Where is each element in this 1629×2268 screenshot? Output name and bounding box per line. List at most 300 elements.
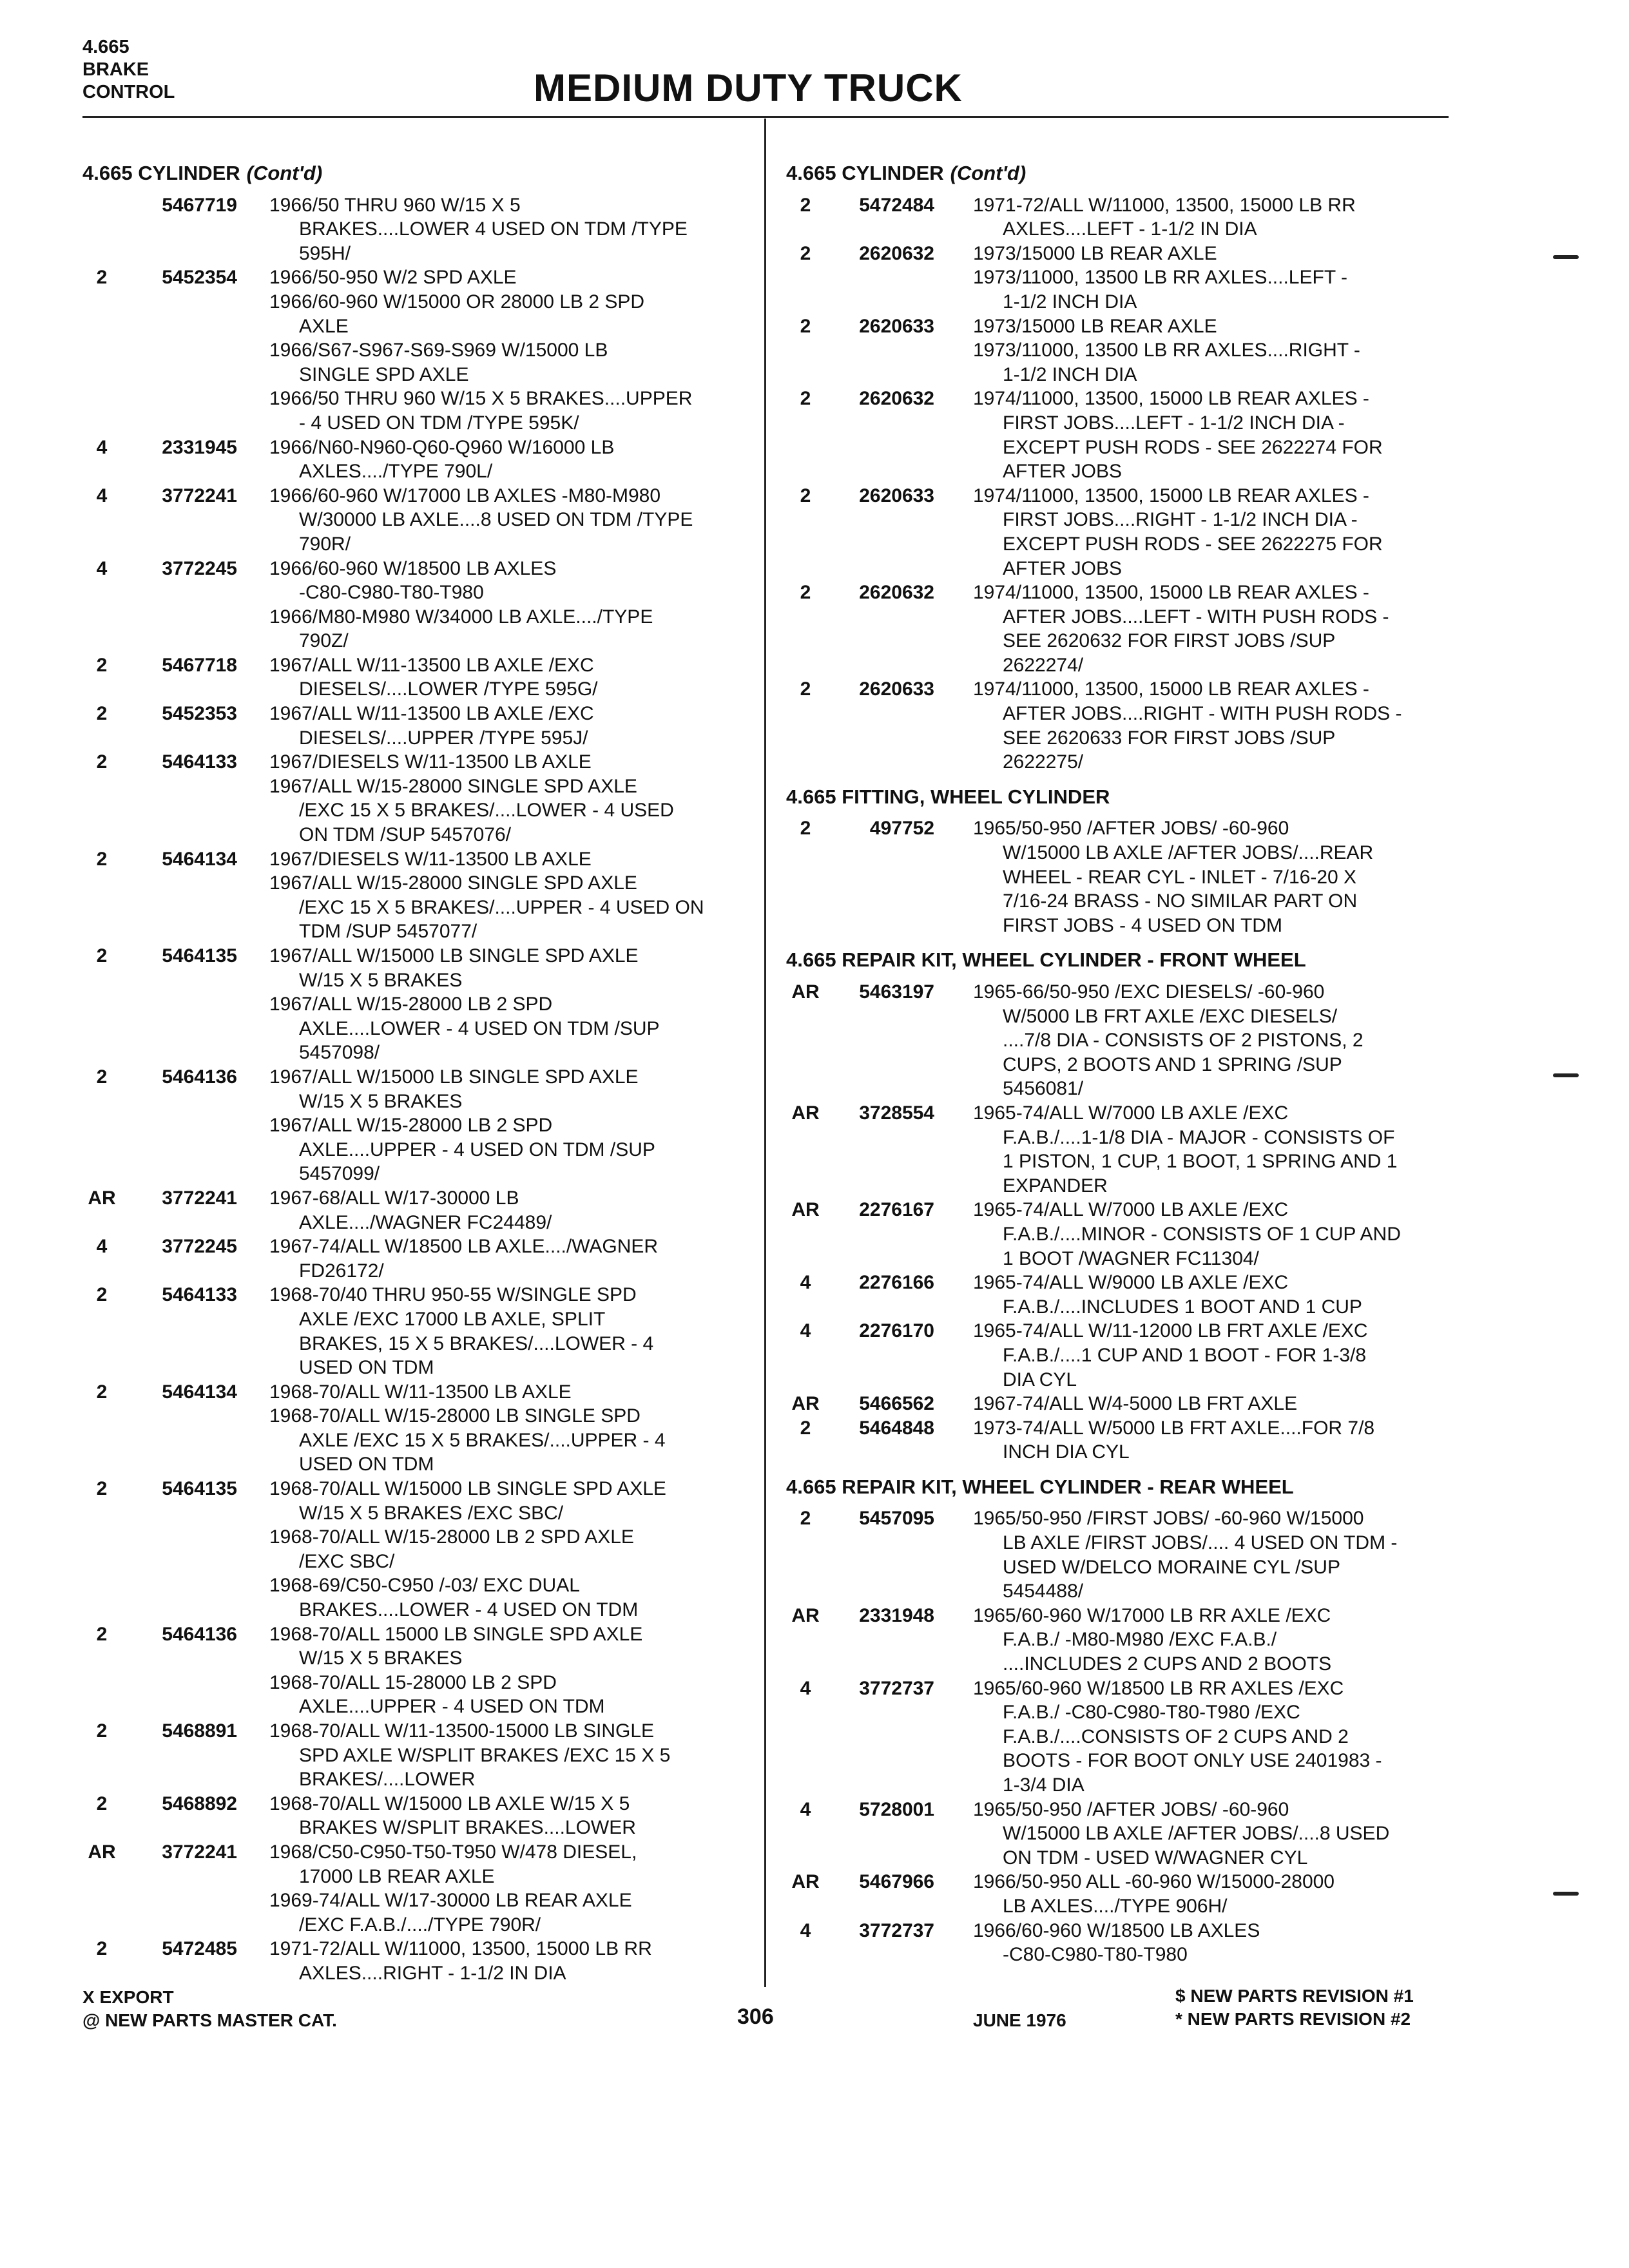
part-number: 5468892: [162, 1792, 237, 1814]
quantity: 2: [96, 703, 108, 725]
section-heading: [786, 161, 1456, 186]
description: [973, 581, 1456, 677]
parts-entry: [786, 1870, 1456, 1918]
description-line: 5454488/: [1003, 1581, 1084, 1602]
description: [269, 265, 753, 435]
part-number: 5467966: [859, 1871, 934, 1893]
description-line: 1966/60-960 W/18500 LB AXLES: [973, 1919, 1260, 1941]
quantity: 2: [800, 388, 811, 410]
description: [973, 1506, 1456, 1603]
quantity: 2: [96, 1284, 108, 1306]
description: [269, 1937, 753, 1985]
description-line: 1965/60-960 W/18500 LB RR AXLES /EXC: [973, 1677, 1344, 1699]
description-line: AXLE....UPPER - 4 USED ON TDM: [299, 1696, 605, 1718]
description: [269, 193, 753, 266]
description-line: 1967-68/ALL W/17-30000 LB: [269, 1187, 519, 1209]
part-number: 5464133: [162, 1284, 237, 1306]
parts-entry: [786, 1677, 1456, 1798]
parts-entry: [82, 1065, 753, 1186]
description-line: -C80-C980-T80-T980: [299, 582, 484, 604]
part-number: 5464848: [859, 1417, 934, 1439]
description-line: 1966/S67-S967-S69-S969 W/15000 LB: [269, 340, 608, 361]
description: [269, 557, 753, 653]
description-line: TDM /SUP 5457077/: [299, 921, 477, 943]
page-number: 306: [737, 2004, 774, 2029]
description-line: 1971-72/ALL W/11000, 13500, 15000 LB RR: [269, 1938, 652, 1960]
description: [269, 1380, 753, 1477]
quantity: AR: [88, 1187, 116, 1209]
part-number: 2620633: [859, 678, 934, 700]
quantity: AR: [791, 1604, 820, 1626]
description-line: 1965/50-950 /AFTER JOBS/ -60-960: [973, 1798, 1289, 1820]
part-number: 5467719: [162, 194, 237, 216]
description: [973, 1604, 1456, 1677]
part-number: 497752: [869, 818, 934, 840]
description-line: 1968-70/ALL W/11-13500-15000 LB SINGLE: [269, 1720, 655, 1742]
description-line: CUPS, 2 BOOTS AND 1 SPRING /SUP: [1003, 1053, 1342, 1075]
description-line: ON TDM /SUP 5457076/: [299, 824, 512, 846]
description-line: EXCEPT PUSH RODS - SEE 2622274 FOR: [1003, 436, 1383, 458]
part-number: 2620632: [859, 242, 934, 264]
part-number: 3772737: [859, 1919, 934, 1941]
description-line: 595H/: [299, 242, 351, 264]
description-line: AFTER JOBS: [1003, 557, 1123, 579]
description: [973, 1798, 1456, 1870]
description-line: 5456081/: [1003, 1078, 1084, 1100]
part-number: 5472485: [162, 1938, 237, 1960]
description-line: AXLE..../WAGNER FC24489/: [299, 1211, 552, 1233]
quantity: 2: [96, 1938, 108, 1960]
description-line: SINGLE SPD AXLE: [299, 363, 469, 385]
description-line: 1968-69/C50-C950 /-03/ EXC DUAL: [269, 1575, 580, 1597]
part-number: 3772241: [162, 1187, 237, 1209]
description-line: 1974/11000, 13500, 15000 LB REAR AXLES -: [973, 485, 1369, 506]
quantity: 2: [800, 1417, 811, 1439]
description-line: ON TDM - USED W/WAGNER CYL: [1003, 1847, 1308, 1869]
description-line: 1966/50 THRU 960 W/15 X 5 BRAKES....UPPER: [269, 388, 693, 410]
description-line: FD26172/: [299, 1260, 384, 1282]
description-line: AFTER JOBS....LEFT - WITH PUSH RODS -: [1003, 606, 1389, 628]
column-divider: [764, 119, 766, 1987]
description: [973, 1416, 1456, 1465]
footer-revision-1: $ NEW PARTS REVISION #1: [1175, 1986, 1414, 2006]
description-line: F.A.B./....CONSISTS OF 2 CUPS AND 2: [1003, 1725, 1349, 1747]
parts-entry: [82, 265, 753, 435]
quantity: 2: [96, 945, 108, 966]
description-line: 1967/ALL W/15-28000 LB 2 SPD: [269, 994, 553, 1015]
section-heading-suffix: (Cont'd): [950, 162, 1027, 184]
footer-legend-master-cat: @ NEW PARTS MASTER CAT.: [82, 2010, 337, 2030]
part-number: 5468891: [162, 1720, 237, 1742]
description-line: BRAKES/....LOWER: [299, 1769, 476, 1791]
parts-entry: [786, 980, 1456, 1101]
description: [973, 980, 1456, 1101]
parts-entry: [82, 484, 753, 557]
section-heading-text: 4.665 REPAIR KIT, WHEEL CYLINDER - FRONT WHEEL: [786, 948, 1306, 972]
description-line: 1965-66/50-950 /EXC DIESELS/ -60-960: [973, 981, 1325, 1003]
description: [973, 1271, 1456, 1319]
part-number: 2331945: [162, 436, 237, 458]
section-heading-text: 4.665 CYLINDER: [786, 162, 944, 184]
description-line: 1967/ALL W/15-28000 SINGLE SPD AXLE: [269, 775, 637, 797]
description-line: BRAKES W/SPLIT BRAKES....LOWER: [299, 1817, 636, 1839]
description: [973, 387, 1456, 483]
quantity: 2: [800, 582, 811, 604]
description: [269, 1792, 753, 1840]
description-line: 1973-74/ALL W/5000 LB FRT AXLE....FOR 7/8: [973, 1417, 1375, 1439]
description: [269, 1622, 753, 1719]
description: [269, 436, 753, 484]
description-line: USED ON TDM: [299, 1357, 434, 1379]
description: [269, 702, 753, 750]
description-line: 1967/DIESELS W/11-13500 LB AXLE: [269, 848, 592, 870]
part-number: 2276170: [859, 1320, 934, 1342]
parts-entry: [82, 1622, 753, 1719]
description: [973, 193, 1456, 242]
description: [269, 1065, 753, 1186]
description-line: 1968-70/ALL 15-28000 LB 2 SPD: [269, 1671, 557, 1693]
description-line: 1973/15000 LB REAR AXLE: [973, 315, 1217, 337]
quantity: 4: [96, 485, 108, 506]
description-line: ....7/8 DIA - CONSISTS OF 2 PISTONS, 2: [1003, 1030, 1364, 1052]
parts-entry: [82, 1186, 753, 1235]
margin-tick: [1553, 1892, 1579, 1896]
quantity: 4: [96, 436, 108, 458]
description-line: 1968-70/ALL W/15000 LB AXLE W/15 X 5: [269, 1792, 630, 1814]
quantity: 2: [800, 678, 811, 700]
description-line: 1967-74/ALL W/18500 LB AXLE..../WAGNER: [269, 1236, 659, 1258]
description-line: 1968-70/ALL 15000 LB SINGLE SPD AXLE: [269, 1623, 643, 1645]
section-heading: [82, 161, 753, 186]
description-line: 1965/50-950 /FIRST JOBS/ -60-960 W/15000: [973, 1508, 1364, 1530]
description-line: F.A.B./ -M80-M980 /EXC F.A.B./: [1003, 1629, 1277, 1651]
parts-entry: [786, 387, 1456, 483]
description-line: 1974/11000, 13500, 15000 LB REAR AXLES -: [973, 678, 1369, 700]
section-code: 4.665: [82, 37, 130, 57]
part-number: 3728554: [859, 1102, 934, 1124]
description-line: 1967/ALL W/15000 LB SINGLE SPD AXLE: [269, 945, 639, 966]
description-line: 1965-74/ALL W/9000 LB AXLE /EXC: [973, 1272, 1289, 1294]
description-line: 1965-74/ALL W/7000 LB AXLE /EXC: [973, 1199, 1289, 1221]
description-line: 17000 LB REAR AXLE: [299, 1865, 495, 1887]
description-line: W/15 X 5 BRAKES: [299, 969, 463, 991]
parts-entry: [82, 557, 753, 653]
description: [269, 750, 753, 847]
description-line: 7/16-24 BRASS - NO SIMILAR PART ON: [1003, 890, 1358, 912]
quantity: AR: [791, 1393, 820, 1415]
quantity: 2: [800, 818, 811, 840]
description: [973, 1198, 1456, 1271]
description-line: 1966/60-960 W/17000 LB AXLES -M80-M980: [269, 485, 661, 506]
description: [973, 1870, 1456, 1918]
description-line: 1974/11000, 13500, 15000 LB REAR AXLES -: [973, 582, 1369, 604]
parts-entry: [786, 677, 1456, 774]
parts-entry: [82, 1477, 753, 1622]
parts-entry: [786, 1416, 1456, 1465]
description-line: 790R/: [299, 533, 351, 555]
description-line: 1966/M80-M980 W/34000 LB AXLE..../TYPE: [269, 606, 653, 628]
section-heading-text: 4.665 CYLINDER: [82, 162, 240, 184]
description-line: 5457099/: [299, 1163, 380, 1185]
description-line: 1966/60-960 W/15000 OR 28000 LB 2 SPD: [269, 291, 645, 312]
description-line: 1965-74/ALL W/11-12000 LB FRT AXLE /EXC: [973, 1320, 1368, 1342]
part-number: 5457095: [859, 1508, 934, 1530]
part-number: 5464136: [162, 1066, 237, 1088]
description-line: 1973/11000, 13500 LB RR AXLES....LEFT -: [973, 267, 1347, 289]
footer-revision-2: * NEW PARTS REVISION #2: [1175, 2009, 1411, 2029]
description: [973, 1319, 1456, 1392]
description-line: SEE 2620632 FOR FIRST JOBS /SUP: [1003, 630, 1336, 652]
parts-entry: [82, 1380, 753, 1477]
quantity: 2: [800, 242, 811, 264]
description-line: BRAKES....LOWER 4 USED ON TDM /TYPE: [299, 218, 688, 240]
description-line: W/15 X 5 BRAKES: [299, 1090, 463, 1112]
description-line: 1971-72/ALL W/11000, 13500, 15000 LB RR: [973, 194, 1356, 216]
description-line: -C80-C980-T80-T980: [1003, 1944, 1188, 1966]
part-number: 5452353: [162, 703, 237, 725]
right-column: [786, 159, 1456, 1967]
description: [973, 314, 1456, 387]
parts-entry: [82, 1937, 753, 1985]
quantity: 2: [96, 1066, 108, 1088]
parts-entry: [786, 1506, 1456, 1603]
parts-entry: [82, 193, 753, 266]
description: [269, 1840, 753, 1937]
part-number: 3772737: [859, 1677, 934, 1699]
quantity: 2: [96, 751, 108, 773]
description-line: 1-1/2 INCH DIA: [1003, 291, 1137, 312]
quantity: 2: [800, 194, 811, 216]
description-line: ....INCLUDES 2 CUPS AND 2 BOOTS: [1003, 1653, 1332, 1675]
description: [269, 944, 753, 1065]
parts-entry: [786, 1798, 1456, 1870]
description-line: SPD AXLE W/SPLIT BRAKES /EXC 15 X 5: [299, 1744, 671, 1766]
description-line: SEE 2620633 FOR FIRST JOBS /SUP: [1003, 727, 1336, 749]
quantity: 2: [96, 1623, 108, 1645]
parts-entry: [786, 1271, 1456, 1319]
description-line: LB AXLES..../TYPE 906H/: [1003, 1895, 1228, 1917]
part-number: 2620633: [859, 315, 934, 337]
description-line: 1967-74/ALL W/4-5000 LB FRT AXLE: [973, 1393, 1298, 1415]
section-heading: [786, 948, 1456, 972]
description: [973, 677, 1456, 774]
description: [973, 1392, 1456, 1416]
description-line: INCH DIA CYL: [1003, 1441, 1130, 1463]
description: [269, 653, 753, 702]
quantity: 4: [800, 1677, 811, 1699]
description-line: 1974/11000, 13500, 15000 LB REAR AXLES -: [973, 388, 1369, 410]
quantity: 4: [800, 1798, 811, 1820]
section-heading: [786, 1475, 1456, 1499]
description-line: USED W/DELCO MORAINE CYL /SUP: [1003, 1556, 1340, 1578]
description-line: 1968-70/40 THRU 950-55 W/SINGLE SPD: [269, 1284, 637, 1306]
quantity: 2: [800, 485, 811, 506]
description-line: FIRST JOBS....LEFT - 1-1/2 INCH DIA -: [1003, 412, 1345, 434]
description-line: AXLE /EXC 15 X 5 BRAKES/....UPPER - 4: [299, 1429, 666, 1451]
description-line: 5457098/: [299, 1042, 380, 1064]
header-rule: [82, 116, 1449, 118]
description-line: /EXC SBC/: [299, 1550, 395, 1572]
description-line: 2622274/: [1003, 654, 1084, 676]
parts-entry: [786, 314, 1456, 387]
description-line: F.A.B./....MINOR - CONSISTS OF 1 CUP AND: [1003, 1223, 1401, 1245]
description-line: AXLE /EXC 17000 LB AXLE, SPLIT: [299, 1308, 606, 1330]
quantity: AR: [791, 981, 820, 1003]
quantity: AR: [88, 1841, 116, 1863]
description-line: /EXC 15 X 5 BRAKES/....LOWER - 4 USED: [299, 800, 674, 822]
description: [269, 1477, 753, 1622]
parts-entry: [786, 1319, 1456, 1392]
parts-entry: [786, 1101, 1456, 1198]
description-line: FIRST JOBS....RIGHT - 1-1/2 INCH DIA -: [1003, 509, 1358, 531]
part-number: 2276166: [859, 1272, 934, 1294]
parts-entry: [786, 1198, 1456, 1271]
description-line: 1967/ALL W/15000 LB SINGLE SPD AXLE: [269, 1066, 639, 1088]
part-number: 3772245: [162, 1236, 237, 1258]
description-line: 1 PISTON, 1 CUP, 1 BOOT, 1 SPRING AND 1: [1003, 1151, 1398, 1173]
description-line: 1-3/4 DIA: [1003, 1774, 1084, 1796]
section-heading-text: 4.665 FITTING, WHEEL CYLINDER: [786, 785, 1110, 808]
description-line: WHEEL - REAR CYL - INLET - 7/16-20 X: [1003, 866, 1357, 888]
description-line: 1968-70/ALL W/15-28000 LB 2 SPD AXLE: [269, 1526, 634, 1548]
parts-entry: [786, 581, 1456, 677]
part-number: 5464134: [162, 848, 237, 870]
description-line: 1968-70/ALL W/15000 LB SINGLE SPD AXLE: [269, 1478, 666, 1500]
parts-entry: [82, 436, 753, 484]
description-line: 1967/ALL W/11-13500 LB AXLE /EXC: [269, 654, 594, 676]
description-line: 1967/ALL W/15-28000 SINGLE SPD AXLE: [269, 872, 637, 894]
description-line: AFTER JOBS: [1003, 461, 1123, 483]
description-line: EXPANDER: [1003, 1175, 1108, 1196]
part-number: 2331948: [859, 1604, 934, 1626]
description-line: DIESELS/....LOWER /TYPE 595G/: [299, 678, 598, 700]
description: [973, 484, 1456, 581]
parts-entry: [82, 653, 753, 702]
description-line: 1967/DIESELS W/11-13500 LB AXLE: [269, 751, 592, 773]
description-line: 1966/50-950 ALL -60-960 W/15000-28000: [973, 1871, 1335, 1893]
left-column: [82, 159, 753, 1986]
quantity: 2: [96, 848, 108, 870]
description-line: 1 BOOT /WAGNER FC11304/: [1003, 1247, 1259, 1269]
description-line: 1968-70/ALL W/11-13500 LB AXLE: [269, 1381, 572, 1403]
description-line: 1973/11000, 13500 LB RR AXLES....RIGHT -: [973, 340, 1360, 361]
description: [269, 484, 753, 557]
description-line: DIESELS/....UPPER /TYPE 595J/: [299, 727, 588, 749]
part-number: 5464134: [162, 1381, 237, 1403]
parts-entry: [786, 1604, 1456, 1677]
quantity: 2: [96, 654, 108, 676]
description-line: AXLES....LEFT - 1-1/2 IN DIA: [1003, 218, 1257, 240]
description-line: 1969-74/ALL W/17-30000 LB REAR AXLE: [269, 1890, 632, 1912]
description-line: 1966/50-950 W/2 SPD AXLE: [269, 267, 517, 289]
part-number: 5452354: [162, 267, 237, 289]
parts-entry: [82, 702, 753, 750]
category-line-1: BRAKE: [82, 59, 149, 80]
description-line: - 4 USED ON TDM /TYPE 595K/: [299, 412, 579, 434]
description-line: 1966/50 THRU 960 W/15 X 5: [269, 194, 521, 216]
part-number: 5466562: [859, 1393, 934, 1415]
category-line-2: CONTROL: [82, 82, 175, 102]
description-line: W/15000 LB AXLE /AFTER JOBS/....REAR: [1003, 842, 1374, 864]
description: [269, 1283, 753, 1379]
description-line: 1966/60-960 W/18500 LB AXLES: [269, 557, 557, 579]
quantity: 2: [96, 267, 108, 289]
part-number: 2620632: [859, 388, 934, 410]
quantity: 4: [96, 557, 108, 579]
part-number: 3772241: [162, 1841, 237, 1863]
part-number: 2620633: [859, 485, 934, 506]
quantity: AR: [791, 1102, 820, 1124]
parts-entry: [786, 484, 1456, 581]
parts-entry: [786, 1392, 1456, 1416]
description-line: 1973/15000 LB REAR AXLE: [973, 242, 1217, 264]
description-line: BRAKES....LOWER - 4 USED ON TDM: [299, 1599, 639, 1621]
description-line: W/15000 LB AXLE /AFTER JOBS/....8 USED: [1003, 1823, 1390, 1845]
description-line: 1967/ALL W/11-13500 LB AXLE /EXC: [269, 703, 594, 725]
part-number: 5464133: [162, 751, 237, 773]
part-number: 5472484: [859, 194, 934, 216]
quantity: 2: [96, 1792, 108, 1814]
parts-entry: [786, 1919, 1456, 1967]
description-line: W/30000 LB AXLE....8 USED ON TDM /TYPE: [299, 509, 693, 531]
description-line: F.A.B./....INCLUDES 1 BOOT AND 1 CUP: [1003, 1296, 1362, 1318]
quantity: 4: [96, 1236, 108, 1258]
parts-entry: [82, 1840, 753, 1937]
parts-entry: [786, 193, 1456, 242]
quantity: 2: [96, 1720, 108, 1742]
header-code-block: [82, 36, 175, 104]
parts-entry: [82, 1792, 753, 1840]
part-number: 5464136: [162, 1623, 237, 1645]
description-line: 790Z/: [299, 630, 349, 652]
description-line: 1967/ALL W/15-28000 LB 2 SPD: [269, 1115, 553, 1137]
parts-entry: [786, 816, 1456, 937]
part-number: 5463197: [859, 981, 934, 1003]
description-line: 1965/50-950 /AFTER JOBS/ -60-960: [973, 818, 1289, 840]
description-line: AXLE: [299, 315, 349, 337]
section-heading: [786, 785, 1456, 809]
description-line: EXCEPT PUSH RODS - SEE 2622275 FOR: [1003, 533, 1383, 555]
description: [973, 1677, 1456, 1798]
description-line: W/5000 LB FRT AXLE /EXC DIESELS/: [1003, 1005, 1338, 1027]
quantity: 4: [800, 1272, 811, 1294]
description: [973, 816, 1456, 937]
description-line: USED ON TDM: [299, 1454, 434, 1475]
parts-entry: [82, 1235, 753, 1283]
description-line: F.A.B./ -C80-C980-T80-T980 /EXC: [1003, 1702, 1300, 1724]
description-line: LB AXLE /FIRST JOBS/.... 4 USED ON TDM -: [1003, 1532, 1398, 1554]
description-line: F.A.B./....1 CUP AND 1 BOOT - FOR 1-3/8: [1003, 1344, 1367, 1366]
quantity: 2: [96, 1478, 108, 1500]
quantity: 4: [800, 1919, 811, 1941]
description-line: AXLE....UPPER - 4 USED ON TDM /SUP: [299, 1139, 655, 1160]
description: [973, 1919, 1456, 1967]
page-title: MEDIUM DUTY TRUCK: [534, 66, 963, 110]
quantity: 2: [800, 1508, 811, 1530]
description-line: 1-1/2 INCH DIA: [1003, 363, 1137, 385]
part-number: 5467718: [162, 654, 237, 676]
margin-tick: [1553, 1073, 1579, 1077]
part-number: 5728001: [859, 1798, 934, 1820]
parts-entry: [786, 242, 1456, 314]
description-line: 1968/C50-C950-T50-T950 W/478 DIESEL,: [269, 1841, 637, 1863]
parts-entry: [82, 750, 753, 847]
description-line: 1965-74/ALL W/7000 LB AXLE /EXC: [973, 1102, 1289, 1124]
description-line: AXLE....LOWER - 4 USED ON TDM /SUP: [299, 1017, 660, 1039]
quantity: 2: [800, 315, 811, 337]
description-line: AXLES....RIGHT - 1-1/2 IN DIA: [299, 1962, 566, 1984]
description-line: /EXC 15 X 5 BRAKES/....UPPER - 4 USED ON: [299, 896, 704, 918]
